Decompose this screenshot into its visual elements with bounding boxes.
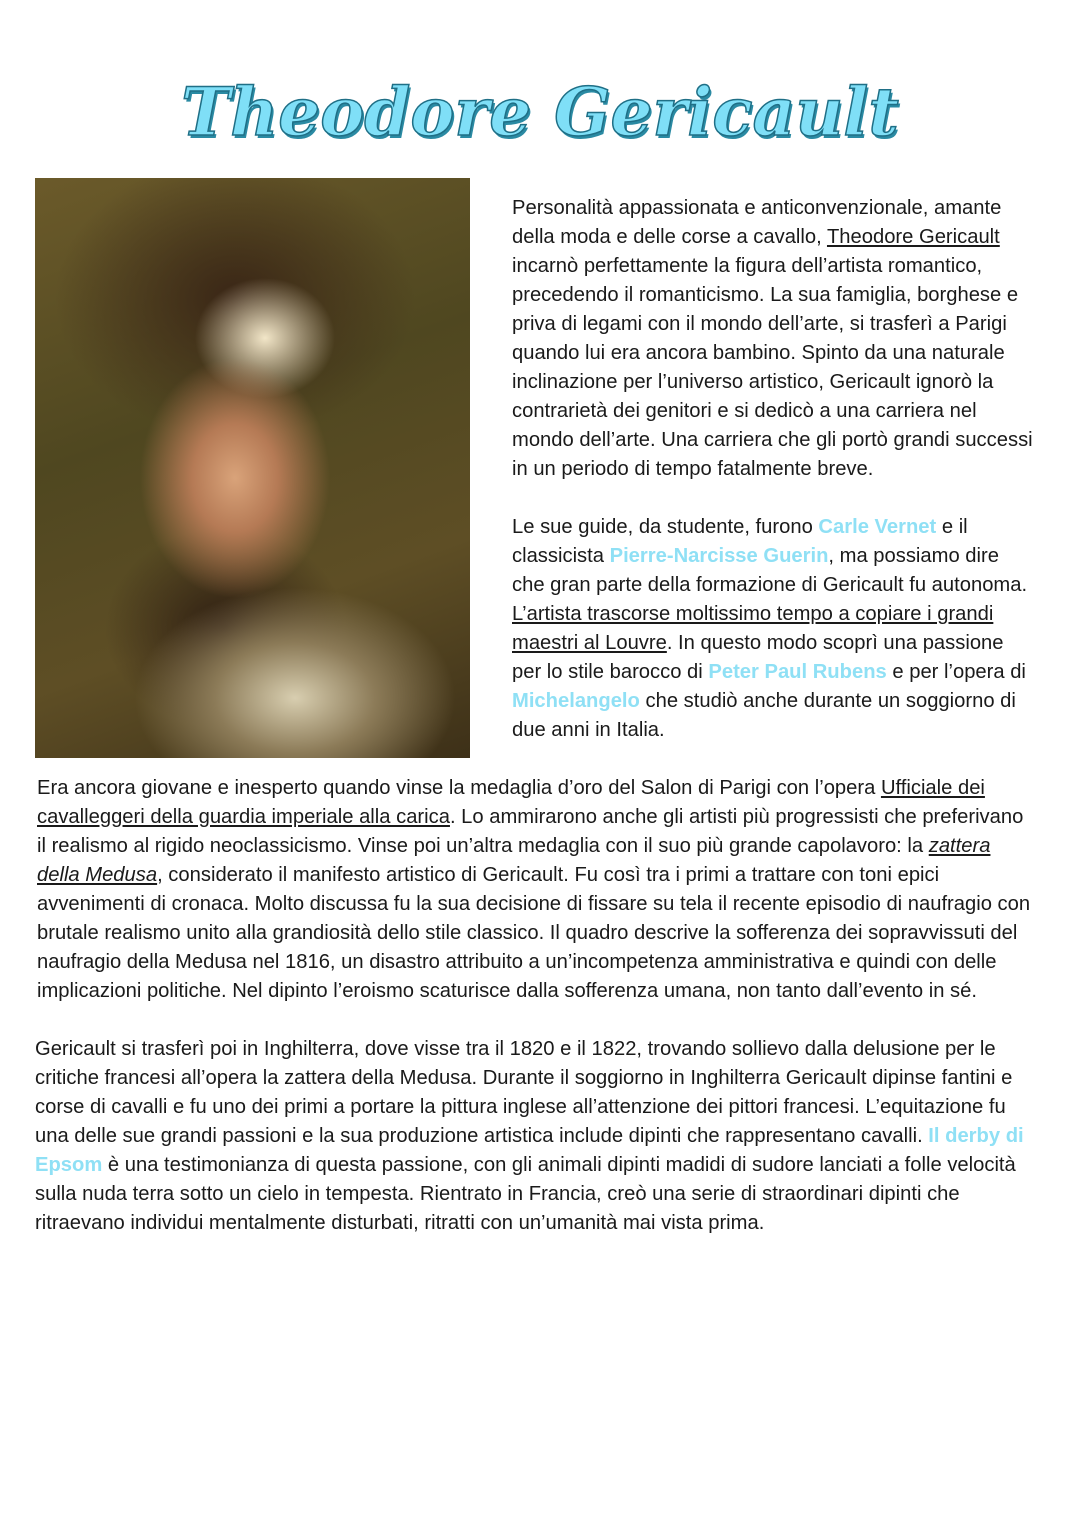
artwork-title: zattera della Medusa — [37, 835, 991, 886]
highlighted-name: Peter Paul Rubens — [708, 661, 887, 683]
text-segment: è una testimonianza di questa passione, con gli animali dipinti madidi di sudore lanciati a folle velocità sulla nuda terra sotto un cielo in tempesta. Rientrato in Francia, creò una serie di straordinari dipinti che ritraevano individui mentalmente disturbati, ritratti con un’umanità mai vista prima. — [35, 1154, 1016, 1234]
text-segment: Personalità appassionata e anticonvenzionale, amante della moda e delle corse a cavallo, — [512, 197, 1002, 248]
text-segment: Era ancora giovane e inesperto quando vinse la medaglia d’oro del Salon di Parigi con l’opera — [37, 777, 881, 799]
article-body — [35, 178, 1035, 1267]
highlighted-name: Pierre-Narcisse Guerin — [609, 545, 829, 567]
page-title: Theodore Gericault — [181, 73, 899, 151]
underlined-text: Ufficiale dei cavalleggeri della guardia imperiale alla carica — [37, 777, 985, 828]
text-segment: . In questo modo scoprì una passione per lo stile barocco di — [512, 632, 1004, 683]
text-segment: e il classicista — [512, 516, 968, 567]
highlighted-name: Il derby di Epsom — [35, 1125, 1024, 1176]
highlighted-name: Carle Vernet — [818, 516, 937, 538]
paragraph-england — [35, 1035, 1035, 1238]
text-segment: e per l’opera di — [886, 661, 1026, 683]
text-segment: . Lo ammirarono anche gli artisti più progressisti che preferivano il realismo al rigido neoclassicismo. Vinse poi un’altra medaglia con il suo più grande capolavoro: la — [37, 806, 1024, 857]
paragraph-medusa — [35, 774, 1035, 1006]
text-segment: che studiò anche durante un soggiorno di due anni in Italia. — [512, 690, 1016, 741]
underlined-text: L’artista trascorse moltissimo tempo a copiare i grandi maestri al Louvre — [512, 603, 994, 654]
underlined-text: Theodore Gericault — [826, 226, 1000, 248]
portrait-image — [35, 178, 470, 758]
text-segment: , ma possiamo dire che gran parte della formazione di Gericault fu autonoma. — [512, 545, 1028, 596]
text-segment: , considerato il manifesto artistico di Gericault. Fu così tra i primi a trattare con toni epici avvenimenti di cronaca. Molto discussa fu la sua decisione di fissare su tela il recente episodio di naufragio con brutale realismo unito alla grandiosità dello stile classico. Il quadro descrive la sofferenza dei sopravvissuti del naufragio della Medusa nel 1816, un disastro attribuito a un’incompetenza amministrativa e quindi con delle implicazioni politiche. Nel dipinto l’eroismo scaturisce dalla sofferenza umana, non tanto dall’evento in sé. — [37, 864, 1031, 1002]
text-segment: Le sue guide, da studente, furono — [512, 516, 819, 538]
text-segment: Gericault si trasferì poi in Inghilterra, dove visse tra il 1820 e il 1822, trovando sollievo dalla delusione per le critiche francesi all’opera la zattera della Medusa. Durante il soggiorno in Inghilterra Gericault dipinse fantini e corse di cavalli e fu uno dei primi a portare la pittura inglese all’attenzione dei pittori francesi. L’equitazione fu una delle sue grandi passioni e la sua produzione artistica include dipinti che rappresentano cavalli. — [35, 1038, 1013, 1147]
highlighted-name: Michelangelo — [512, 690, 640, 712]
text-segment: incarnò perfettamente la figura dell’artista romantico, precedendo il romanticismo. La sua famiglia, borghese e priva di legami con il mondo dell’arte, si trasferì a Parigi quando lui era ancora bambino. Spinto da una naturale inclinazione per l’universo artistico, Gericault ignorò la contrarietà dei genitori e si dedicò a una carriera nel mondo dell’arte. Una carriera che gli portò grandi successi in un periodo di tempo fatalmente breve. — [512, 255, 1033, 480]
